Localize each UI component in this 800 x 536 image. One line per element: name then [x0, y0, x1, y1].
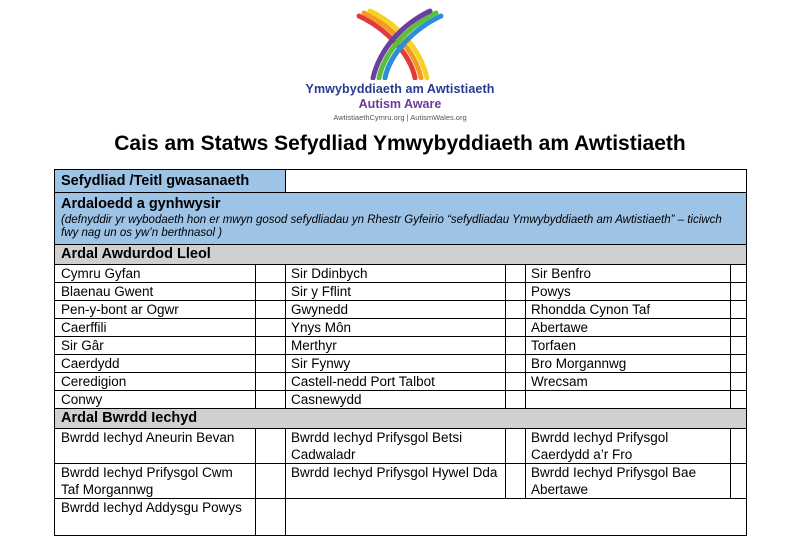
- area-option-label: Sir Benfro: [531, 266, 592, 281]
- tick-box[interactable]: [506, 464, 525, 498]
- tick-box[interactable]: [256, 355, 285, 372]
- area-option-label: Sir Fynwy: [291, 356, 351, 371]
- area-option-label: Merthyr: [291, 338, 337, 353]
- tick-box[interactable]: [256, 429, 285, 463]
- table-row: [54, 301, 747, 319]
- areas-note: (defnyddir yr wybodaeth hon er mwyn gosod sefydliadau yn Rhestr Gyfeirio “sefydliadau Ymwybyddiaeth am Awtistiaeth” – ticiwch fwy nag un os yw’n berthnasol ): [61, 214, 722, 239]
- table-row: [54, 355, 747, 373]
- tick-box[interactable]: [256, 319, 285, 336]
- area-option-label: Bwrdd Iechyd Prifysgol Caerdydd a’r Fro: [531, 430, 669, 462]
- table-row: [54, 265, 747, 283]
- tick-box[interactable]: [731, 355, 748, 372]
- table-row: [54, 319, 747, 337]
- tick-box[interactable]: [731, 265, 748, 282]
- table-row: [54, 429, 747, 464]
- area-option-label: Bro Morgannwg: [531, 356, 627, 371]
- tick-box[interactable]: [731, 464, 748, 498]
- area-option-label: Rhondda Cynon Taf: [531, 302, 651, 317]
- logo-subtitle: Autism Aware: [358, 97, 442, 111]
- local-authority-label: Ardal Awdurdod Lleol: [61, 246, 211, 262]
- tick-box[interactable]: [506, 283, 525, 300]
- area-option-label: Ynys Môn: [291, 320, 352, 335]
- area-option-label: Pen-y-bont ar Ogwr: [61, 302, 179, 317]
- tick-box[interactable]: [506, 391, 525, 408]
- tick-box[interactable]: [731, 373, 748, 390]
- table-row: [54, 499, 747, 536]
- area-option-label: Caerdydd: [61, 356, 120, 371]
- area-option-label: Sir Ddinbych: [291, 266, 368, 281]
- area-option-label: Gwynedd: [291, 302, 349, 317]
- tick-box[interactable]: [731, 391, 748, 408]
- rainbow-x-icon: [355, 8, 445, 80]
- area-option-label: Sir y Fflint: [291, 284, 352, 299]
- local-authority-list: [54, 265, 747, 409]
- area-option-label: Ceredigion: [61, 374, 127, 389]
- logo-url-line: AwtistiaethCymru.org | AutismWales.org: [333, 113, 467, 122]
- health-board-label: Ardal Bwrdd Iechyd: [61, 410, 198, 426]
- tick-box[interactable]: [256, 464, 285, 498]
- tick-box[interactable]: [506, 373, 525, 390]
- area-option-label: Bwrdd Iechyd Prifysgol Cwm Taf Morgannwg: [61, 465, 233, 497]
- tick-box[interactable]: [256, 373, 285, 390]
- table-row: [54, 337, 747, 355]
- logo: [0, 0, 800, 130]
- tick-box[interactable]: [506, 301, 525, 318]
- tick-box[interactable]: [256, 337, 285, 354]
- application-form-table: [54, 169, 747, 536]
- organisation-row: [54, 169, 747, 193]
- local-authority-header: [54, 245, 747, 265]
- tick-box[interactable]: [256, 301, 285, 318]
- area-option-label: [525, 391, 730, 408]
- tick-box[interactable]: [506, 337, 525, 354]
- area-option-label: Wrecsam: [531, 374, 588, 389]
- health-board-list: [54, 429, 747, 536]
- area-option-label: Sir Gâr: [61, 338, 104, 353]
- tick-box[interactable]: [506, 429, 525, 463]
- area-option-label: Bwrdd Iechyd Prifysgol Hywel Dda: [291, 465, 498, 480]
- areas-label: Ardaloedd a gynhwysir: [61, 196, 221, 212]
- table-row: [54, 373, 747, 391]
- area-option-label: Blaenau Gwent: [61, 284, 154, 299]
- area-option-label: Bwrdd Iechyd Aneurin Bevan: [61, 430, 235, 445]
- area-option-label: Torfaen: [531, 338, 577, 353]
- area-option-label: [285, 499, 748, 535]
- logo-title: Ymwybyddiaeth am Awtistiaeth: [305, 82, 495, 96]
- tick-box[interactable]: [506, 319, 525, 336]
- area-option-label: Cymru Gyfan: [61, 266, 141, 281]
- tick-box[interactable]: [506, 355, 525, 372]
- area-option-label: Bwrdd Iechyd Addysgu Powys: [61, 500, 242, 515]
- area-option-label: Bwrdd Iechyd Prifysgol Betsi Cadwaladr: [291, 430, 463, 462]
- area-option-label: Casnewydd: [291, 392, 362, 407]
- table-row: [54, 391, 747, 409]
- tick-box[interactable]: [256, 499, 285, 535]
- table-row: [54, 464, 747, 499]
- organisation-label: Sefydliad /Teitl gwasanaeth: [61, 173, 250, 189]
- tick-box[interactable]: [256, 283, 285, 300]
- area-option-label: Powys: [531, 284, 571, 299]
- table-row: [54, 283, 747, 301]
- tick-box[interactable]: [731, 319, 748, 336]
- tick-box[interactable]: [731, 283, 748, 300]
- area-option-label: Bwrdd Iechyd Prifysgol Bae Abertawe: [531, 465, 697, 497]
- tick-box[interactable]: [256, 265, 285, 282]
- tick-box[interactable]: [731, 301, 748, 318]
- tick-box[interactable]: [256, 391, 285, 408]
- area-option-label: Conwy: [61, 392, 103, 407]
- area-option-label: Abertawe: [531, 320, 589, 335]
- area-option-label: Castell-nedd Port Talbot: [291, 374, 435, 389]
- tick-box[interactable]: [731, 429, 748, 463]
- tick-box[interactable]: [506, 265, 525, 282]
- area-option-label: Caerffili: [61, 320, 107, 335]
- tick-box[interactable]: [731, 337, 748, 354]
- page-title: Cais am Statws Sefydliad Ymwybyddiaeth am Awtistiaeth: [114, 132, 686, 155]
- areas-header: [54, 193, 747, 245]
- health-board-header: [54, 409, 747, 429]
- organisation-input[interactable]: [286, 170, 746, 192]
